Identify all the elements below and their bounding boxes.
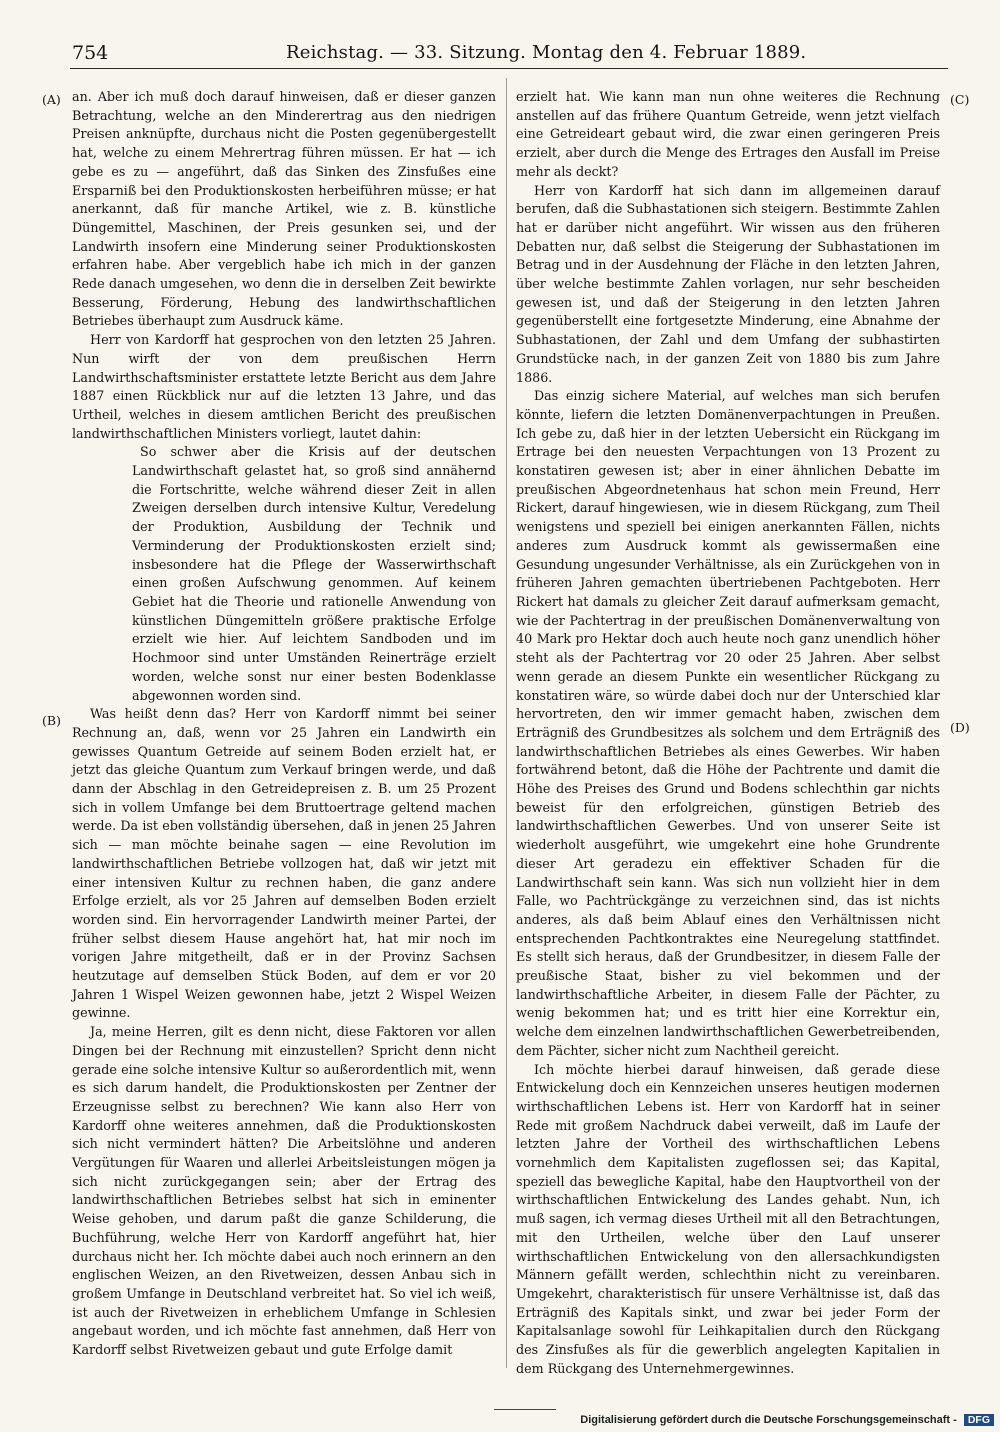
- footer-text: Digitalisierung gefördert durch die Deutsche Forschungsgemeinschaft -: [580, 1414, 957, 1426]
- paragraph: Ich möchte hierbei darauf hinweisen, daß gerade diese Entwickelung doch ein Kennzeichen unseres heutigen modernen wirthschaftlichen Lebens ist. Herr von Kardorff hat in seiner Rede mit großem Nachdruck dabei verweilt, daß im Laufe der letzten Jahre der Vortheil des wirthschaftlichen Lebens vornehmlich dem Kapitalisten zugeflossen sei; das Kapital, speziell das bewegliche Kapital, habe den Hauptvortheil von der wirthschaftlichen Entwickelung des Landes gehabt. Nun, ich muß sagen, ich vermag dieses Urtheil mit all den Betrachtungen, mit den Urtheilen, welche über den Lauf unserer wirthschaftlichen Entwickelung von den allersachkundigsten Männern gefällt werden, schlechthin nicht zu vereinbaren. Umgekehrt, charakteristisch für unsere Verhältnisse ist, daß das Erträgniß des Kapitals sinkt, und zwar bei jeder Form der Kapitalsanlage sowohl für Leihkapitalien durch den Rückgang des Zinsfußes als für die gewerblich angelegten Kapitalien in dem Rückgang des Unternehmergewinnes.: [516, 1061, 940, 1376]
- paragraph: Herr von Kardorff hat gesprochen von den letzten 25 Jahren. Nun wirft der von dem preußischen Herrn Landwirthschaftsminister erstattete letzte Bericht aus dem Jahre 1887 einen Rückblick nur auf die letzten 13 Jahre, und das Urtheil, welches in diesem amtlichen Bericht des preußischen landwirthschaftlichen Ministers vorliegt, lautet dahin:: [72, 332, 496, 441]
- paragraph: Ja, meine Herren, gilt es denn nicht, diese Faktoren vor allen Dingen bei der Rechnung mit einzustellen? Spricht denn nicht gerade eine solche intensive Kultur so außerordentlich mit, wenn es sich darum handelt, die Produktionskosten per Zentner der Erzeugnisse selbst zu berechnen? Wie kann also Herr von Kardorff ohne weiteres annehmen, daß die Produktionskosten sich nicht vermindert hätten? Die Arbeitslöhne und anderen Vergütungen für Waaren und allerlei Arbeitsleistungen mögen ja sich nicht zurückgegangen sein; aber der Ertrag des landwirthschaftlichen Betriebes selbst hat sich in eminenter Weise gehoben, und darum paßt die ganze Schilderung, die Buchführung, welche Herr von Kardorff angeführt hat, hier durchaus nicht her. Ich möchte dabei auch noch erinnern an den englischen Weizen, an den Rivetweizen, dessen Anbau sich in großem Umfange in Deutschland verbreitet hat. So viel ich weiß, ist auch der Rivetweizen in erheblichem Umfange in Schlesien angebaut worden, und ich möchte fast annehmen, daß Herr von Kardorff selbst Rivetweizen gebaut und gute Erfolge damit: [72, 1024, 496, 1358]
- column-divider: [506, 78, 507, 1368]
- margin-marker-c: (C): [950, 92, 970, 107]
- paragraph: Herr von Kardorff hat sich dann im allgemeinen darauf berufen, daß die Subhastationen sich steigern. Bestimmte Zahlen hat er darüber nicht angeführt. Wir wissen aus den früheren Debatten nur, daß selbst die Steigerung der Subhastationen im Betrag und in der Ausdehnung der Fläche in den letzten Jahren, über welche bestimmte Zahlen vorlagen, nur sehr bescheiden gewesen ist, und daß der Steigerung in den letzten Jahren gegenüberstellt eine fortgesetzte Minderung, eine Abnahme der Subhastationen, der Zahl und dem Umfang der subhastirten Grundstücke nach, in der ganzen Zeit von 1880 bis zum Jahre 1886.: [516, 182, 940, 385]
- paragraph: Was heißt denn das? Herr von Kardorff nimmt bei seiner Rechnung an, daß, wenn vor 25 Jahren ein Landwirth ein gewisses Quantum Getreide auf seinem Boden erzielt hat, er jetzt das gleiche Quantum zum Verkauf bringen werde, und daß dann der Abschlag in den Getreidepreisen z. B. um 25 Prozent sich in vollem Umfange bei dem Bruttoertrage geltend machen werde. Da ist eben vollständig übersehen, daß in jenen 25 Jahren sich — man möchte beinahe sagen — eine Revolution im landwirthschaftlichen Betriebe vollzogen hat, daß wir jetzt mit einer intensiven Kultur zu rechnen haben, die ganz andere Erfolge erzielt, als vor 25 Jahren auf demselben Boden erzielt worden sind. Ein hervorragender Landwirth meiner Partei, der früher selbst diesem Hause angehört hat, hat mir noch im vorigen Jahre mitgetheilt, daß er in der Provinz Sachsen heutzutage auf demselben Stück Boden, auf dem er vor 20 Jahren 1 Wispel Weizen gewonnen habe, jetzt 2 Wispel Weizen gewinne.: [72, 706, 496, 1021]
- paragraph: an. Aber ich muß doch darauf hinweisen, daß er dieser ganzen Betrachtung, welche an den Minderertrag aus den niedrigen Preisen anknüpfte, durchaus nicht die Posten gegenübergestellt hat, welche zu einem Mehrertrag führen müssen. Er hat — ich gebe es zu — angeführt, daß das Sinken des Zinsfußes eine Ersparniß bei den Produktionskosten herbeiführen müsse; er hat anerkannt, daß für manche Artikel, wie z. B. künstliche Düngemittel, Maschinen, der Preis gesunken sei, und der Landwirth insofern eine Minderung seiner Produktionskosten erfahren habe. Aber vergeblich habe ich mich in der ganzen Rede danach umgesehen, wo denn die in derselben Zeit bewirkte Besserung, Förderung, Hebung des landwirthschaftlichen Betriebes überhaupt zum Ausdruck käme.: [72, 89, 496, 329]
- page-header: [0, 42, 1000, 70]
- header-rule: [70, 68, 948, 69]
- running-title: Reichstag. — 33. Sitzung. Montag den 4. Februar 1889.: [286, 42, 807, 63]
- footer-rule: [494, 1409, 556, 1410]
- margin-marker-b: (B): [42, 713, 61, 728]
- dfg-logo: DFG: [964, 1414, 994, 1426]
- right-column: [516, 88, 940, 1376]
- left-column: [72, 88, 496, 1366]
- digitization-footer: [580, 1414, 994, 1426]
- margin-marker-d: (D): [950, 720, 970, 735]
- paragraph: Das einzig sichere Material, auf welches man sich berufen könnte, liefern die letzten Domänenverpachtungen in Preußen. Ich gebe zu, daß hier in der letzten Uebersicht ein Rückgang im Ertrage bei den neuesten Verpachtungen von 13 Prozent zu konstatiren gewesen ist; aber in einer ähnlichen Debatte im preußischen Abgeordnetenhaus hat schon mein Freund, Herr Rickert, darauf hingewiesen, wie in diesem Rückgang, zum Theil wenigstens und speziell bei einigen anerkannten Fällen, nichts anderes zum Ausdruck kommt als gewissermaßen eine Gesundung ungesunder Verhältnisse, als ein Zurückgehen von in früheren Jahren gemachten übertriebenen Pachtgeboten. Herr Rickert hat damals zu gleicher Zeit darauf aufmerksam gemacht, wie der Pachtertrag in der preußischen Domänenverwaltung von 40 Mark pro Hektar doch auch heute noch ganz unendlich höher steht als der Pachtertrag vor 20 oder 25 Jahren. Aber selbst wenn gerade an diesem Punkte ein wesentlicher Rückgang zu konstatiren wäre, so würde dabei doch nur der Unterschied klar hervortreten, den wir immer gemacht haben, zwischen dem Erträgniß des Grundbesitzes als solchem und dem Erträgniß des landwirthschaftlichen Betriebes als eines Gewerbes. Wir haben fortwährend betont, daß die Höhe der Pachtrente und damit die Höhe des Preises des Grund und Bodens schlechthin gar nichts beweist für den erfolgreichen, günstigen Betrieb des landwirthschaftlichen Gewerbes. Und von unserer Seite ist wiederholt ausgeführt, wie umgekehrt eine hohe Grundrente dieser Art geradezu ein effektiver Schaden für die Landwirthschaft sein kann. Was sich nun vollzieht hier in dem Falle, wo Pachtrückgänge zu verzeichnen sind, das ist nichts anderes, als daß beim Ablauf eines den Verhältnissen nicht entsprechenden Pachtkontraktes eine Neuregelung stattfindet. Es stellt sich heraus, daß der Grundbesitzer, in diesem Falle der preußische Staat, bisher zu viel bekommen und der landwirthschaftliche Arbeiter, in diesem Falle der Pächter, zu wenig bekommen hat; und es tritt hier eine Korrektur ein, welche dem einzelnen landwirthschaftlichen Gewerbetreibenden, dem Pächter, sicher nicht zum Nachtheil gereicht.: [516, 388, 940, 1058]
- paragraph: erzielt hat. Wie kann man nun ohne weiteres die Rechnung anstellen auf das frühere Quantum Getreide, wenn jetzt vielfach eine Getreideart gebaut wird, die zwar einen geringeren Preis erzielt, aber durch die Menge des Ertrages den Ausfall im Preise mehr als deckt?: [516, 89, 940, 179]
- page-number: 754: [72, 42, 109, 64]
- margin-marker-a: (A): [42, 92, 61, 107]
- block-quote: So schwer aber die Krisis auf der deutschen Landwirthschaft gelastet hat, so groß sind annähernd die Fortschritte, welche während dieser Zeit in allen Zweigen derselben durch intensive Kultur, Veredelung der Produktion, Ausbildung der Technik und Verminderung der Produktionskosten erzielt sind; insbesondere hat die Pflege der Wasserwirthschaft einen großen Aufschwung genommen. Auf keinem Gebiet hat die Theorie und rationelle Anwendung von künstlichen Düngemitteln größere praktische Erfolge erzielt wie hier. Auf leichtem Sandboden und im Hochmoor sind unter Umständen Reinerträge erzielt worden, welche sonst nur einer besten Bodenklasse abgewonnen worden sind.: [132, 444, 496, 703]
